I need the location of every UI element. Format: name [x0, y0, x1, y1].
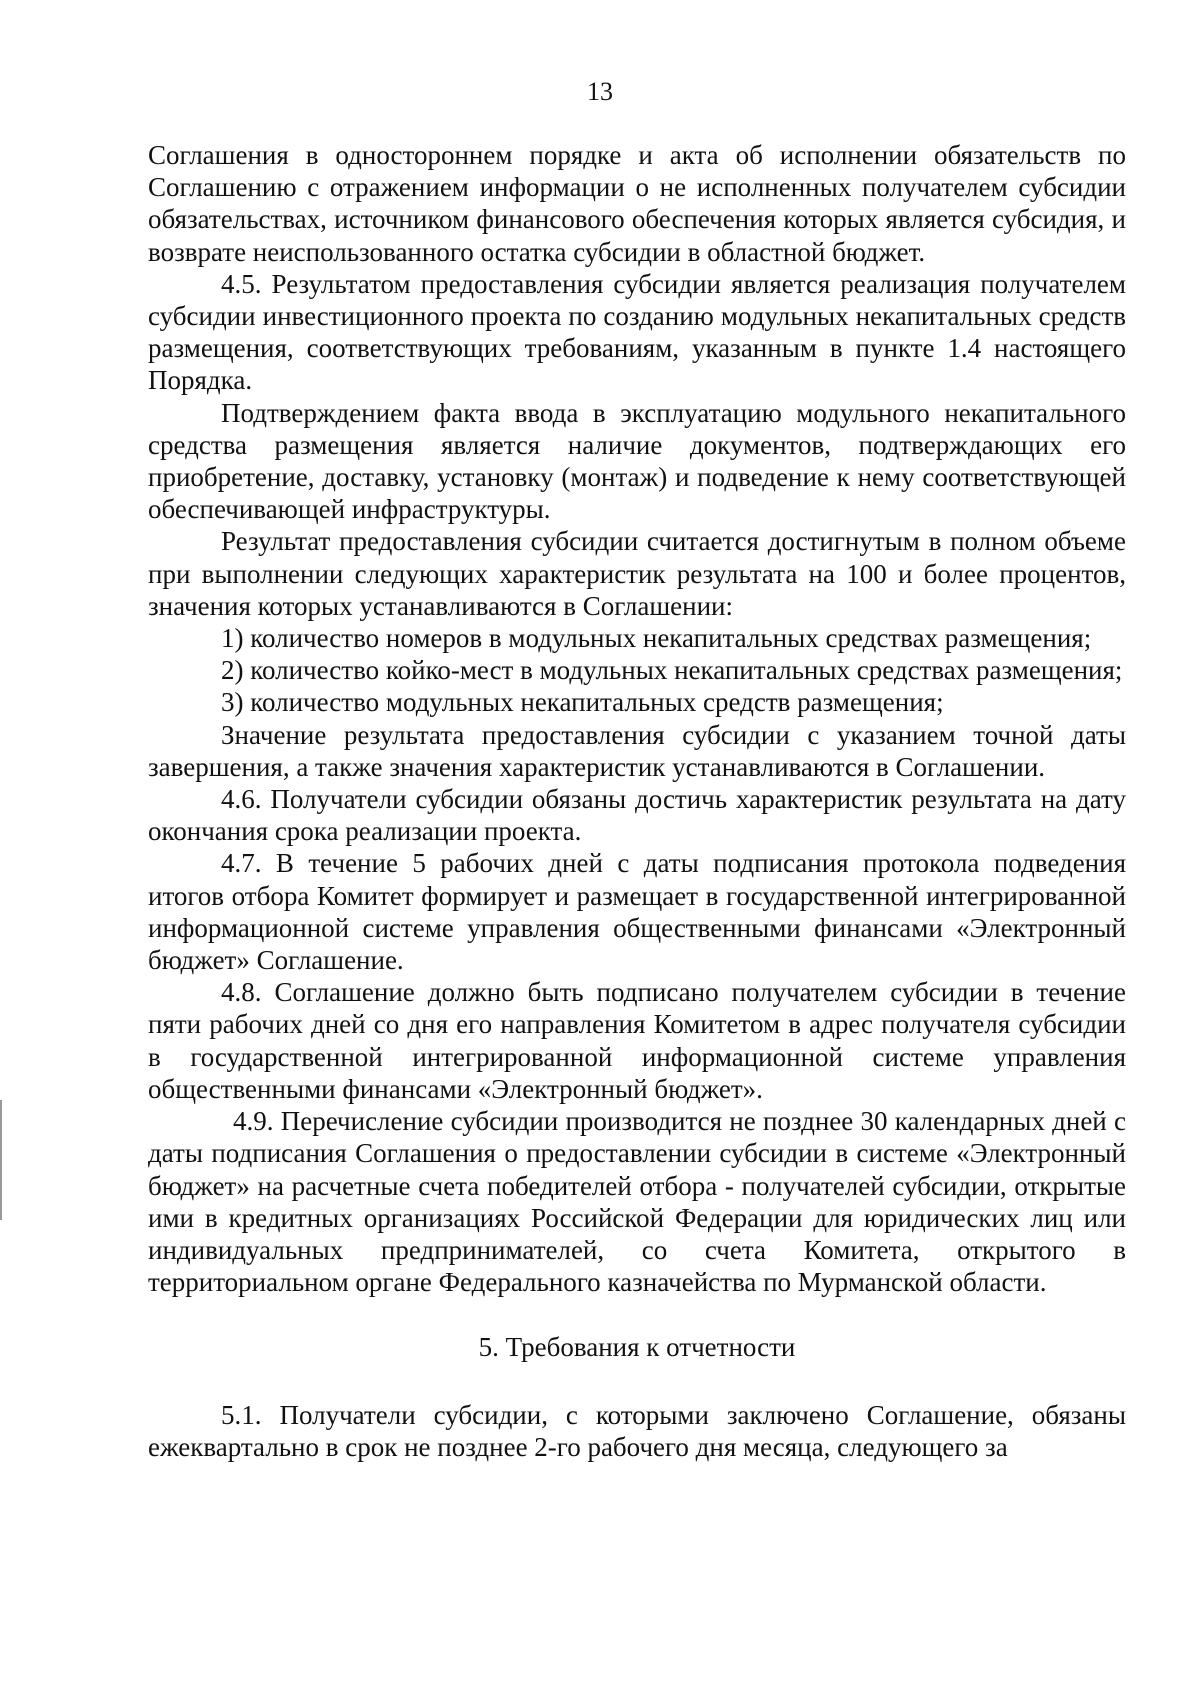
list-item-3: 3) количество модульных некапитальных средств размещения;: [221, 687, 944, 718]
paragraph-result-value: Значение результата предоставления субсидии с указанием точной даты завершения, а также значения характеристик устанавливаются в Соглашении.: [148, 719, 1126, 782]
document-body: [148, 139, 1126, 1463]
paragraph-4-8: 4.8. Соглашение должно быть подписано получателем субсидии в течение пяти рабочих дней со дня его направления Комитетом в адрес получателя субсидии в государственной интегрированной информационной системе управления общественными финансами «Электронный бюджет».: [148, 977, 1126, 1104]
paragraph-4-6: 4.6. Получатели субсидии обязаны достичь характеристик результата на дату окончания срока реализации проекта.: [148, 784, 1126, 847]
paragraph-4-9: 4.9. Перечисление субсидии производится не позднее 30 календарных дней с даты подписания Соглашения о предоставлении субсидии в системе «Электронный бюджет» на расчетные счета победителей отбора - получателей субсидии, открытые ими в кредитных организациях Российской Федерации для юридических лиц или индивидуальных предпринимателей, со счета Комитета, открытого в территориальном органе Федерального казначейства по Мурманской области.: [148, 1106, 1126, 1298]
page-number: 13: [587, 77, 613, 106]
list-item-2: 2) количество койко-мест в модульных некапитальных средствах размещения;: [221, 655, 1123, 686]
paragraph-result-achieved: Результат предоставления субсидии считается достигнутым в полном объеме при выполнении следующих характеристик результата на 100 и более процентов, значения которых устанавливаются в Соглашении:: [148, 526, 1126, 621]
paragraph-5-1: 5.1. Получатели субсидии, с которыми заключено Соглашение, обязаны ежеквартально в срок не позднее 2-го рабочего дня месяца, следующего за: [148, 1399, 1126, 1462]
list-item-1: 1) количество номеров в модульных некапитальных средствах размещения;: [221, 623, 1092, 654]
spacer: [148, 1298, 1126, 1331]
spacer: [148, 1364, 1126, 1399]
scan-margin-mark: [0, 1100, 2, 1220]
paragraph-continuation: Соглашения в одностороннем порядке и акта об исполнении обязательств по Соглашению с отражением информации о не исполненных получателем субсидии обязательствах, источником финансового обеспечения которых является субсидия, и возврате неиспользованного остатка субсидии в областной бюджет.: [148, 140, 1126, 267]
section-heading: 5. Требования к отчетности: [478, 1332, 796, 1363]
paragraph-confirmation: Подтверждением факта ввода в эксплуатацию модульного некапитального средства размещения является наличие документов, подтверждающих его приобретение, доставку, установку (монтаж) и подведение к нему соответствующей обеспечивающей инфраструктуры.: [148, 397, 1126, 525]
paragraph-4-7: 4.7. В течение 5 рабочих дней с даты подписания протокола подведения итогов отбора Комитет формирует и размещает в государственной интегрированной информационной системе управления общественными финансами «Электронный бюджет» Соглашение.: [148, 848, 1126, 976]
paragraph-4-5: 4.5. Результатом предоставления субсидии является реализация получателем субсидии инвестиционного проекта по созданию модульных некапитальных средств размещения, соответствующих требованиям, указанным в пункте 1.4 настоящего Порядка.: [148, 268, 1126, 396]
